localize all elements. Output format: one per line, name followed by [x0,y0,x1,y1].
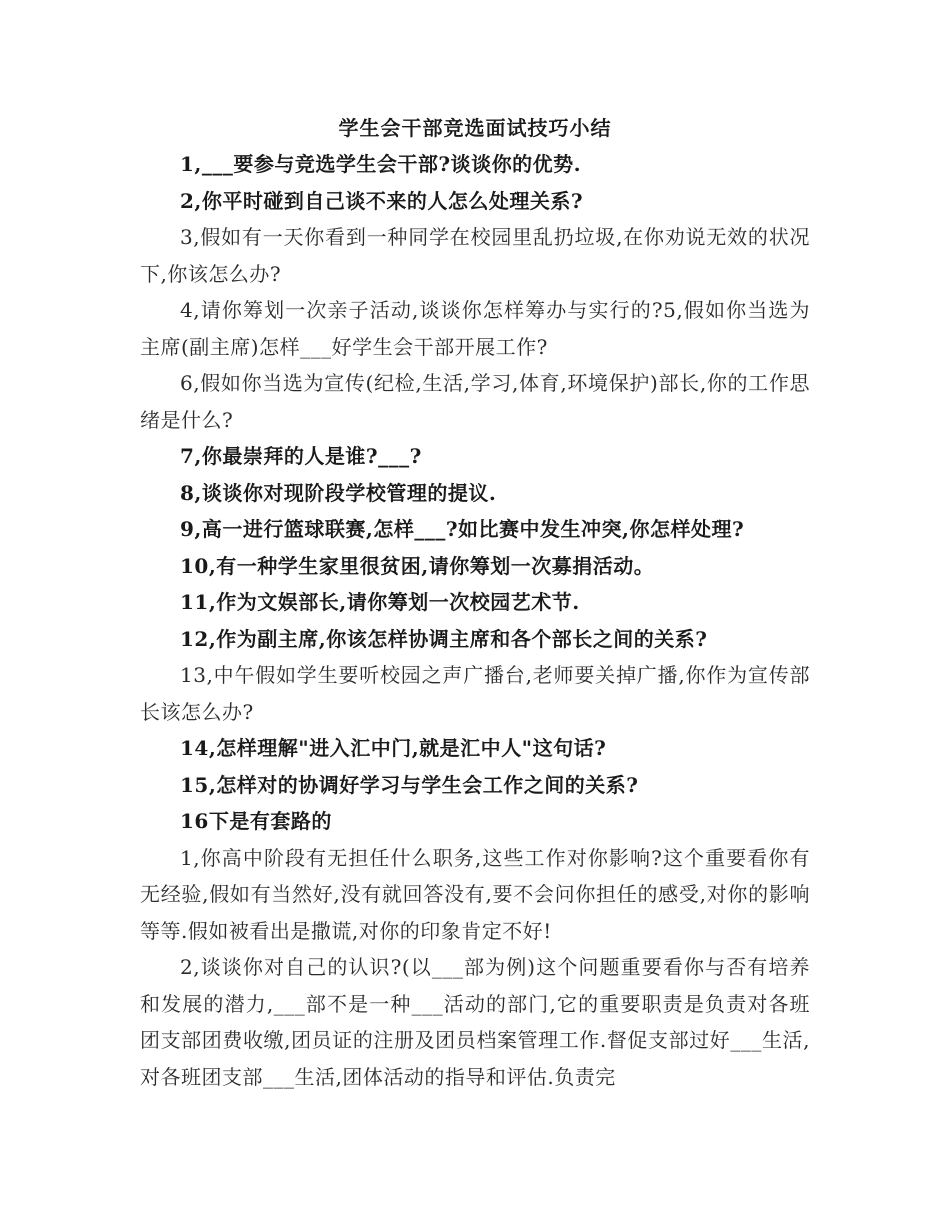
paragraph: 2,谈谈你对自己的认识?(以___部为例)这个问题重要看你与否有培养和发展的潜力,___部不是一种___活动的部门,它的重要职责是负责对各班团支部团费收缴,团员证的注册及团员档案管理工作.督促支部过好___生活,对各班团支部___生活,团体活动的指导和评估.负责完 [140,955,810,1089]
paragraph: 16下是有套路的 [180,809,332,833]
paragraph: 13,中午假如学生要听校园之声广播台,老师要关掉广播,你作为宣传部长该怎么办? [140,663,810,724]
paragraph: 3,假如有一天你看到一种同学在校园里乱扔垃圾,在你劝说无效的状况下,你该怎么办? [140,225,810,286]
paragraph: 15,怎样对的协调好学习与学生会工作之间的关系? [180,772,639,797]
paragraph: 1,你高中阶段有无担任什么职务,这些工作对你影响?这个重要看你有无经验,假如有当然好,没有就回答没有,要不会问你担任的感受,对你的影响等等.假如被看出是撒谎,对你的印象肯定不好! [140,845,810,943]
paragraph: 7,你最崇拜的人是谁?___? [180,444,422,468]
paragraph: 12,作为副主席,你该怎样协调主席和各个部长之间的关系? [180,626,708,651]
paragraph: 1,___要参与竞选学生会干部?谈谈你的优势. [180,152,582,176]
paragraph: 2,你平时碰到自己谈不来的人怎么处理关系? [180,188,584,213]
paragraph: 4,请你筹划一次亲子活动,谈谈你怎样筹办与实行的?5,假如你当选为主席(副主席)怎样___好学生会干部开展工作? [140,298,810,359]
document-title: 学生会干部竞选面试技巧小结 [338,116,612,140]
paragraph: 10,有一种学生家里很贫困,请你筹划一次募捐活动。 [180,553,655,578]
paragraph: 9,高一进行篮球联赛,怎样___?如比赛中发生冲突,你怎样处理? [180,517,745,541]
paragraph: 8,谈谈你对现阶段学校管理的提议. [180,480,497,505]
document-body [140,146,810,1095]
paragraph: 14,怎样理解"进入汇中门,就是汇中人"这句话? [180,736,607,760]
paragraph: 11,作为文娱部长,请你筹划一次校园艺术节. [180,590,580,614]
document-page [140,110,810,1095]
paragraph: 6,假如你当选为宣传(纪检,生活,学习,体育,环境保护)部长,你的工作思绪是什么? [140,371,810,432]
